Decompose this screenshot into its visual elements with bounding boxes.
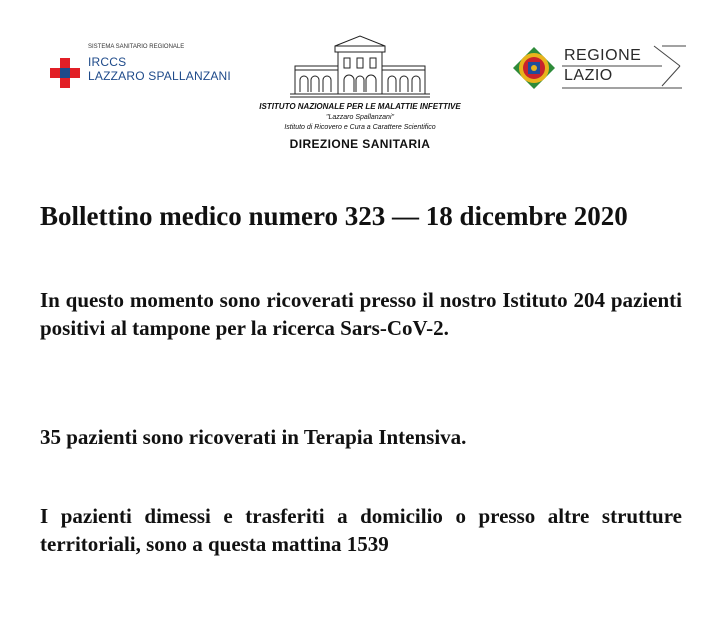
bulletin-title: Bollettino medico numero 323 — 18 dicembre 2020 xyxy=(40,201,628,231)
regione-lazio-emblem-icon xyxy=(512,46,556,90)
regione-text: REGIONE xyxy=(564,47,642,64)
bulletin-paragraph-intensive-care: 35 pazienti sono ricoverati in Terapia Intensiva. xyxy=(40,425,467,449)
lazio-text: LAZIO xyxy=(564,67,613,84)
department-title: DIREZIONE SANITARIA xyxy=(289,137,431,151)
institute-subtitle: Istituto di Ricovero e Cura a Carattere Scientifico xyxy=(284,124,436,131)
logo-line-spallanzani: LAZZARO SPALLANZANI xyxy=(88,69,231,83)
institute-eponym: "Lazzaro Spallanzani" xyxy=(325,114,394,121)
bulletin-paragraph-discharged: I pazienti dimessi e trasferiti a domicilio o presso altre strutture territoriali, sono a questa mattina 1539 xyxy=(40,504,682,556)
red-blue-cross-icon xyxy=(50,58,80,88)
irccs-spallanzani-logo xyxy=(50,44,240,94)
institute-building-icon xyxy=(290,32,430,100)
institute-header xyxy=(230,32,490,151)
institute-name: ISTITUTO NAZIONALE PER LE MALATTIE INFETTIVE xyxy=(259,102,461,111)
regione-lazio-logo xyxy=(512,44,687,94)
bulletin-paragraph-hospitalized: In questo momento sono ricoverati presso il nostro Istituto 204 pazienti positivi al tampone per la ricerca Sars-CoV-2. xyxy=(40,288,682,340)
logo-line-irccs: IRCCS xyxy=(88,55,127,69)
logo-small-text: SISTEMA SANITARIO REGIONALE xyxy=(88,44,185,50)
